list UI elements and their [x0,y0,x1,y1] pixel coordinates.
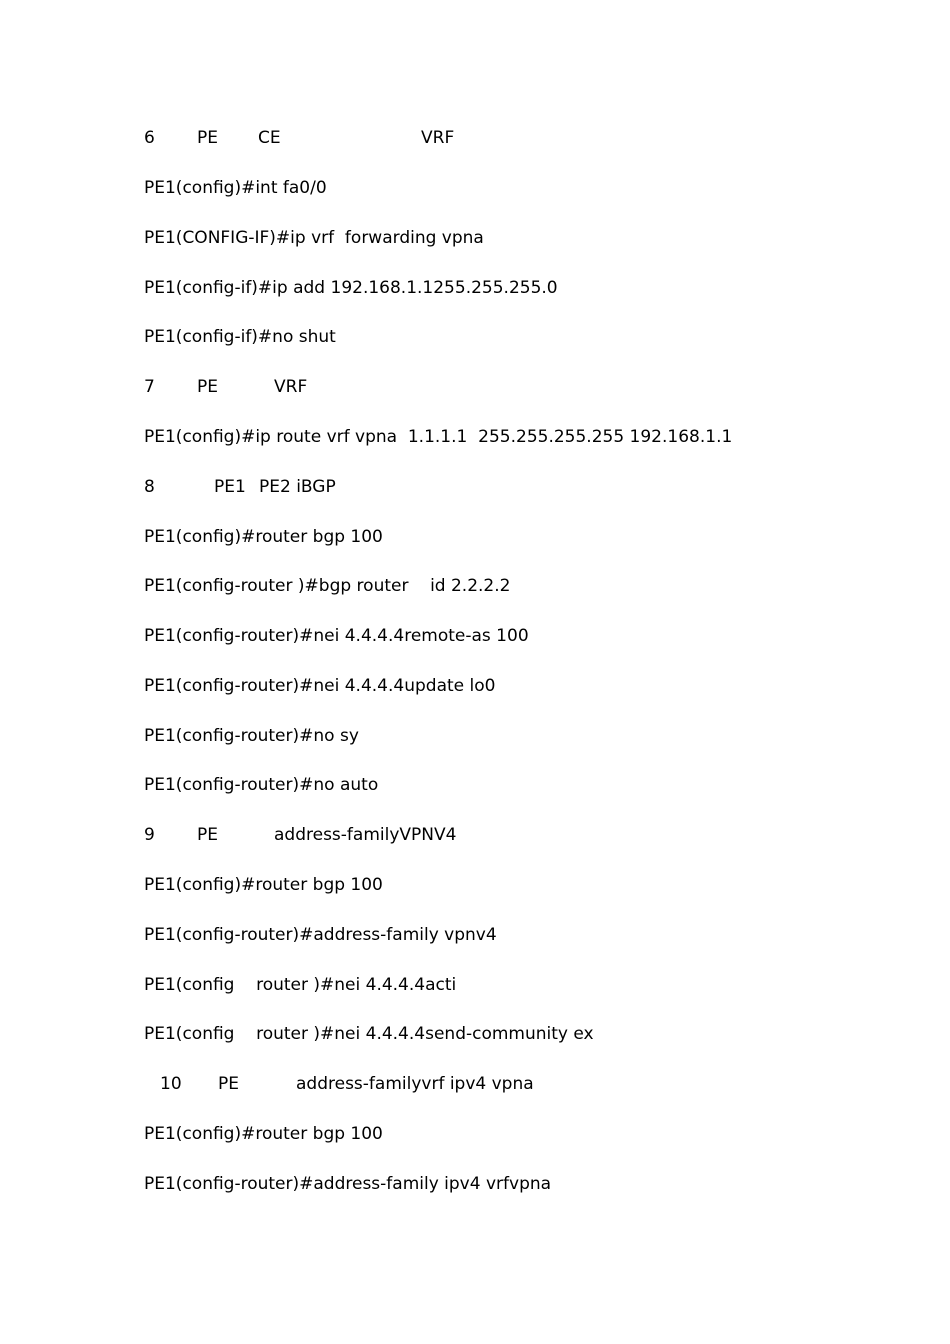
step-6-heading [144,126,455,150]
code-line: PE1(config-router)#address-family ipv4 vrfvpna [144,1174,552,1194]
step-number: 10 [160,1074,182,1094]
code-line: PE1(config-router)#nei 4.4.4.4update lo0 [144,676,496,696]
step-number: 9 [144,825,155,845]
code-line: PE1(config-if)#ip add 192.168.1.1255.255.255.0 [144,278,558,298]
heading-term: PE [197,128,218,148]
step-number: 7 [144,377,155,397]
heading-term: VRF [274,377,308,397]
step-7-heading [144,375,308,399]
step-number: 6 [144,128,155,148]
code-line: PE1(config-router )#bgp router id 2.2.2.2 [144,576,511,596]
heading-term: PE [218,1074,239,1094]
step-9-heading [144,823,457,847]
step-8-heading [144,475,336,499]
code-line: PE1(CONFIG-IF)#ip vrf forwarding vpna [144,228,484,248]
heading-term: VRF [421,128,455,148]
code-line: PE1(config-router)#nei 4.4.4.4remote-as 100 [144,626,529,646]
code-line: PE1(config router )#nei 4.4.4.4send-community ex [144,1024,594,1044]
heading-term: CE [258,128,281,148]
code-line: PE1(config-router)#no auto [144,775,379,795]
code-line: PE1(config)#router bgp 100 [144,527,383,547]
step-number: 8 [144,477,155,497]
code-line: PE1(config)#ip route vrf vpna 1.1.1.1 255.255.255.255 192.168.1.1 [144,427,733,447]
code-line: PE1(config)#int fa0/0 [144,178,327,198]
code-line: PE1(config router )#nei 4.4.4.4acti [144,975,457,995]
code-line: PE1(config-if)#no shut [144,327,336,347]
heading-term: PE [197,825,218,845]
heading-term: address-familyVPNV4 [274,825,457,845]
step-10-heading [144,1072,534,1096]
code-line: PE1(config)#router bgp 100 [144,1124,383,1144]
code-line: PE1(config-router)#no sy [144,726,359,746]
heading-term: PE [197,377,218,397]
heading-term: PE2 iBGP [259,477,336,497]
heading-term: PE1 [214,477,246,497]
heading-term: address-familyvrf ipv4 vpna [296,1074,534,1094]
code-line: PE1(config-router)#address-family vpnv4 [144,925,497,945]
code-line: PE1(config)#router bgp 100 [144,875,383,895]
